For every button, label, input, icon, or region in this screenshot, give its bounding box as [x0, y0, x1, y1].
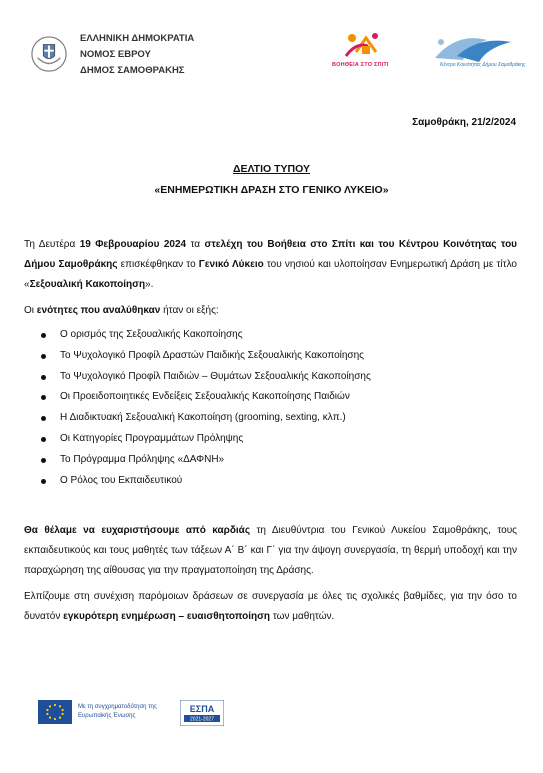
- thanks-bold: Θα θέλαμε να ευχαριστήσουμε από καρδιάς: [24, 525, 251, 537]
- intro-organizers: στελέχη του Βοήθεια στο Σπίτι και του Κέντρου Κοινότητας του Δήμου Σαμοθράκης: [24, 239, 518, 270]
- document-body: [24, 235, 517, 627]
- gov-line-prefecture: ΝΟΜΟΣ ΕΒΡΟΥ: [80, 49, 151, 60]
- greek-coat-of-arms-icon: [30, 35, 68, 73]
- gov-line-republic: ΕΛΛΗΝΙΚΗ ΔΗΜΟΚΡΑΤΙΑ: [80, 33, 195, 44]
- letterhead: [0, 0, 543, 100]
- units-bold: ενότητες που αναλύθηκαν: [36, 305, 161, 316]
- intro-text-1: Τη Δευτέρα: [24, 239, 80, 250]
- list-item: Το Ψυχολογικό Προφίλ Δραστών Παιδικής Σεξουαλικής Κακοποίησης: [24, 346, 517, 367]
- boitheia-caption: ΒΟΗΘΕΙΑ ΣΤΟ ΣΠΙΤΙ: [332, 62, 389, 68]
- intro-paragraph: [24, 235, 517, 295]
- list-item: Το Ψυχολογικό Προφίλ Παιδιών – Θυμάτων Σεξουαλικής Κακοποίησης: [24, 367, 517, 388]
- list-item: Η Διαδικτυακή Σεξουαλική Κακοποίηση (grooming, sexting, κλπ.): [24, 408, 517, 429]
- intro-school: Γενικό Λύκειο: [198, 259, 264, 270]
- units-text-2: ήταν οι εξής:: [160, 305, 219, 316]
- press-release-subtitle: «ΕΝΗΜΕΡΩΤΙΚΗ ΔΡΑΣΗ ΣΤΟ ΓΕΝΙΚΟ ΛΥΚΕΙΟ»: [154, 184, 389, 196]
- closing-paragraph: [24, 587, 517, 627]
- list-item: Ο Ρόλος του Εκπαιδευτικού: [24, 471, 517, 492]
- funding-footer: [0, 690, 543, 740]
- kentro-caption: Κέντρο Κοινότητας Δήμου Σαμοθράκης: [440, 62, 526, 68]
- closing-bold: εγκυρότερη ενημέρωση – ευαισθητοποίηση: [63, 611, 271, 623]
- units-text-1: Οι: [24, 305, 37, 316]
- eu-cofunding-text: Με τη συγχρηματοδότηση της Ευρωπαϊκής Ένωσης: [78, 704, 157, 719]
- espa-years: 2021-2027: [190, 716, 214, 723]
- list-item: Οι Κατηγορίες Προγραμμάτων Πρόληψης: [24, 429, 517, 450]
- espa-title: ΕΣΠΑ: [189, 704, 215, 714]
- intro-text-3: επισκέφθηκαν το: [117, 259, 199, 270]
- gov-line-municipality: ΔΗΜΟΣ ΣΑΜΟΘΡΑΚΗΣ: [80, 65, 185, 76]
- thanks-text: τη Διευθύντρια του Γενικού Λυκείου Σαμοθράκης, τους εκπαιδευτικούς και τους μαθητές των τάξεων Α΄ Β΄ και Γ΄ για την άψογη συνεργασία, τη θερμή υποδοχή και την παραχώρηση της αίθουσας για την πραγματοποίηση της Δράσης.: [24, 525, 517, 577]
- espa-logo: [180, 700, 224, 726]
- topics-list: [24, 325, 517, 491]
- press-release-title: ΔΕΛΤΙΟ ΤΥΠΟΥ: [233, 163, 310, 175]
- list-item: Οι Προειδοποιητικές Ενδείξεις Σεξουαλικής Κακοποίησης Παιδιών: [24, 387, 517, 408]
- document-date: Σαμοθράκη, 21/2/2024: [412, 117, 516, 128]
- thanks-paragraph: [24, 521, 517, 581]
- intro-topic: Σεξουαλική Κακοποίηση: [29, 279, 146, 290]
- eu-flag-icon: [38, 700, 72, 724]
- list-item: Το Πρόγραμμα Πρόληψης «ΔΑΦΝΗ»: [24, 450, 517, 471]
- units-paragraph: [24, 301, 517, 321]
- closing-text-2: των μαθητών.: [270, 611, 335, 623]
- intro-text-4: του νησιού και υλοποίησαν Ενημερωτική Δράση με τίτλο «: [24, 259, 517, 290]
- list-item: Ο ορισμός της Σεξουαλικής Κακοποίησης: [24, 325, 517, 346]
- government-heading: [80, 31, 194, 79]
- intro-text-5: ».: [145, 279, 154, 290]
- intro-date: 19 Φεβρουαρίου 2024: [79, 239, 187, 250]
- closing-text-1: Ελπίζουμε στη συνέχιση παρόμοιων δράσεων σε συνεργασία με όλες τις σχολικές βαθμίδες, για την όσο το δυνατόν: [24, 591, 517, 623]
- intro-text-2: τα: [186, 239, 205, 250]
